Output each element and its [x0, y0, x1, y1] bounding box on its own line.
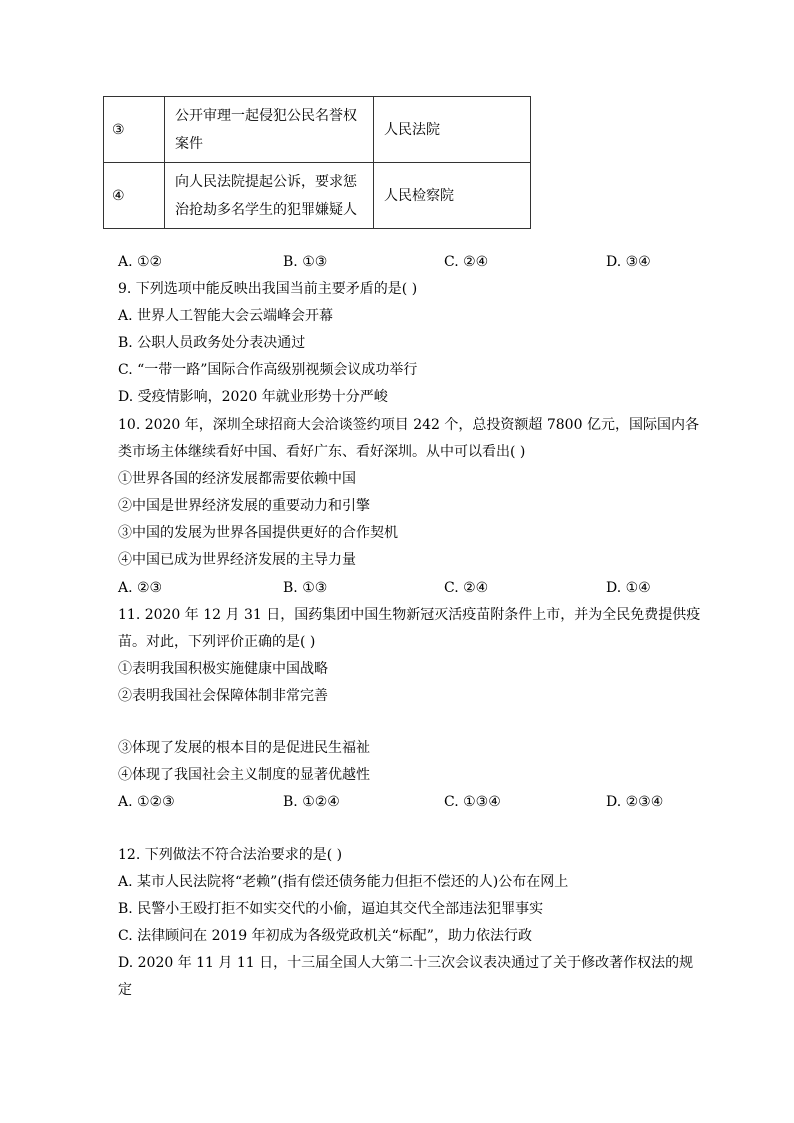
option-d: D. ②③④ — [606, 794, 664, 810]
q9-choice-b: B. 公职人员政务处分表决通过 — [118, 335, 306, 351]
q12-choice-b: B. 民警小王殴打拒不如实交代的小偷，逼迫其交代全部违法犯罪事实 — [118, 901, 544, 917]
row-organ: 人民检察院 — [374, 163, 531, 229]
option-b: B. ①③ — [283, 580, 328, 596]
q11-stem-line2: 苗。对此，下列评价正确的是( ) — [118, 634, 316, 650]
answer-table — [103, 96, 531, 229]
q10-statement-3: ③中国的发展为世界各国提供更好的合作契机 — [118, 525, 398, 541]
q11-options — [118, 792, 678, 812]
option-d: D. ③④ — [606, 254, 651, 270]
table-row — [104, 163, 531, 229]
row-description: 向人民法院提起公诉，要求惩治抢劫多名学生的犯罪嫌疑人 — [165, 163, 374, 229]
q10-options — [118, 578, 678, 598]
q8-options — [118, 252, 678, 272]
q12-choice-d-line1: D. 2020 年 11 月 11 日，十三届全国人大第二十三次会议表决通过了关于修改著作权法的规 — [118, 955, 694, 971]
q9-choice-d: D. 受疫情影响，2020 年就业形势十分严峻 — [118, 389, 388, 405]
q11-statement-1: ①表明我国积极实施健康中国战略 — [118, 661, 328, 677]
q11-statement-2: ②表明我国社会保障体制非常完善 — [118, 688, 328, 704]
q10-statement-2: ②中国是世界经济发展的重要动力和引擎 — [118, 498, 370, 514]
option-c: C. ②④ — [444, 254, 489, 270]
table-row — [104, 97, 531, 163]
option-d: D. ①④ — [606, 580, 651, 596]
q10-stem-line2: 类市场主体继续看好中国、看好广东、看好深圳。从中可以看出( ) — [118, 444, 526, 460]
q11-statement-4: ④体现了我国社会主义制度的显著优越性 — [118, 767, 370, 783]
option-a: A. ①②③ — [118, 794, 175, 810]
option-a: A. ①② — [118, 254, 163, 270]
option-c: C. ①③④ — [444, 794, 501, 810]
q12-choice-d-line2: 定 — [118, 982, 132, 998]
option-a: A. ②③ — [118, 580, 163, 596]
q9-choice-a: A. 世界人工智能大会云端峰会开幕 — [118, 308, 334, 324]
q12-choice-c: C. 法律顾问在 2019 年初成为各级党政机关“标配”，助力依法行政 — [118, 928, 532, 944]
q12-choice-a: A. 某市人民法院将“老赖”(指有偿还债务能力但拒不偿还的人)公布在网上 — [118, 874, 569, 890]
option-c: C. ②④ — [444, 580, 489, 596]
q10-stem-line1: 10. 2020 年，深圳全球招商大会洽谈签约项目 242 个，总投资额超 7800 亿元，国际国内各 — [118, 417, 699, 433]
row-number: ④ — [104, 163, 165, 229]
option-b: B. ①③ — [283, 254, 328, 270]
q10-statement-1: ①世界各国的经济发展都需要依赖中国 — [118, 471, 356, 487]
q12-stem: 12. 下列做法不符合法治要求的是( ) — [118, 847, 343, 863]
q10-statement-4: ④中国已成为世界经济发展的主导力量 — [118, 552, 356, 568]
row-number: ③ — [104, 97, 165, 163]
option-b: B. ①②④ — [283, 794, 340, 810]
q9-stem: 9. 下列选项中能反映出我国当前主要矛盾的是( ) — [118, 281, 418, 297]
q11-statement-3: ③体现了发展的根本目的是促进民生福祉 — [118, 740, 370, 756]
row-organ: 人民法院 — [374, 97, 531, 163]
row-description: 公开审理一起侵犯公民名誉权案件 — [165, 97, 374, 163]
q9-choice-c: C. “一带一路”国际合作高级别视频会议成功举行 — [118, 362, 418, 378]
q11-stem-line1: 11. 2020 年 12 月 31 日，国药集团中国生物新冠灭活疫苗附条件上市，并为全民免费提供疫 — [118, 607, 701, 623]
